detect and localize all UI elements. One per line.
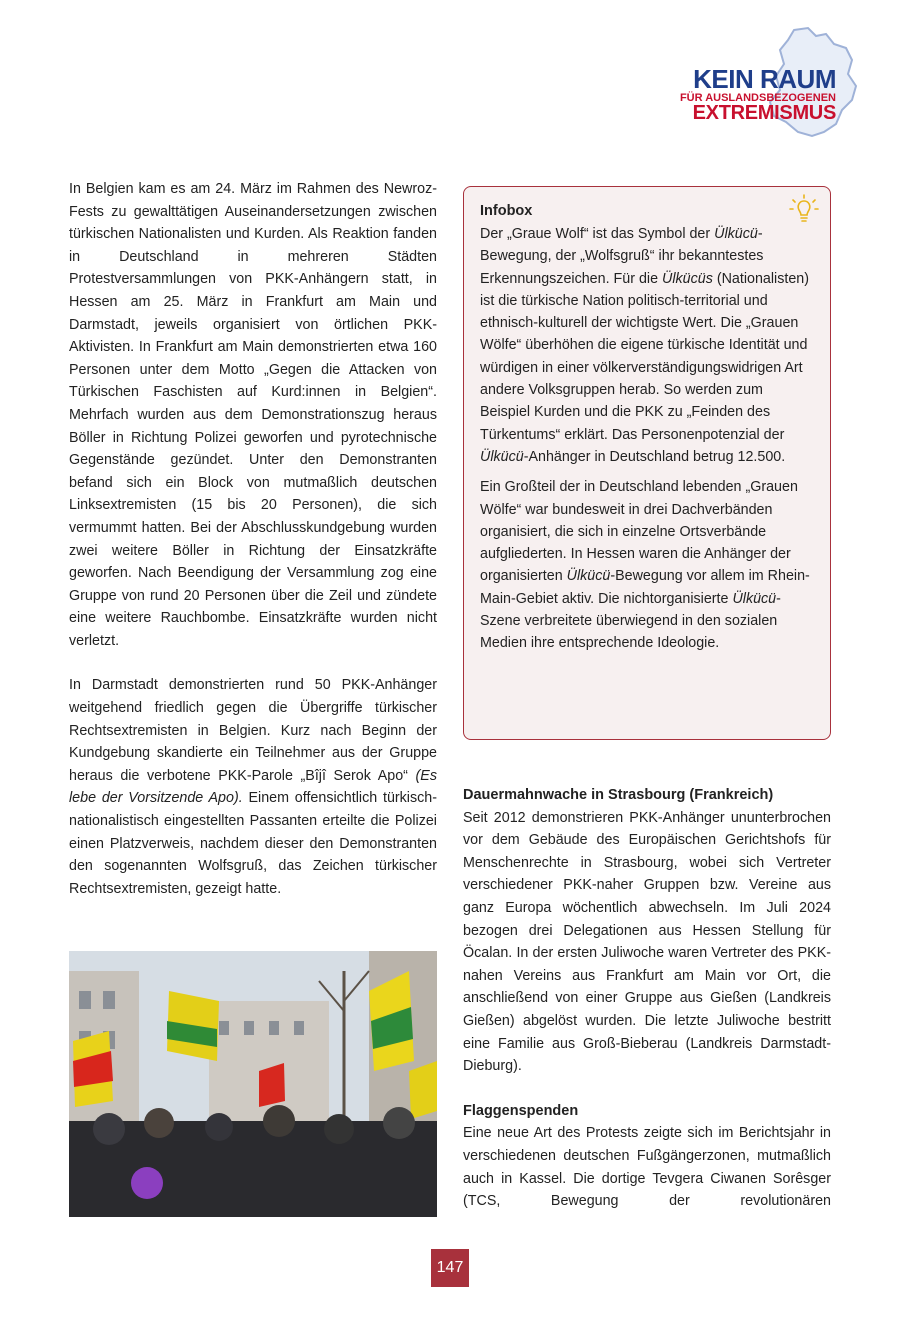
infobox-p1-i1: Ülkücü [714, 226, 758, 242]
logo-line-1: KEIN RAUM [693, 64, 836, 94]
infobox-p1-d: -Anhänger in Deutschland betrug 12.500. [523, 448, 786, 465]
flag-demonstration-illustration [69, 951, 437, 1217]
logo [676, 26, 866, 140]
infobox-title: Infobox [480, 203, 533, 219]
paragraph-belgium: In Belgien kam es am 24. März im Rahmen des Newroz-Fests zu gewalttätigen Auseinandersetzungen zwischen türkischen Nationalisten und Kurden. Als Reaktion fanden in Deutschland in mehreren Städten Protestversammlungen von PKK-Anhängern statt, in Hessen am 25. März in Frankfurt am Main und Darmstadt, jeweils organisiert von örtlichen PKK-Aktivisten. In Frankfurt am Main demonstrierten etwa 160 Personen unter dem Motto „Gegen die Attacken von Türkischen Faschisten auf Kurd:innen in Belgien“. Mehrfach wurden aus dem Demonstrationszug heraus Böller in Richtung Polizei geworfen und pyrotechnische Gegenstände gezündet. Unter den Demonstranten befand sich ein Block von mutmaßlich deutschen Linksextremisten (15 bis 20 Personen), die sich vermummt hatten. Bei der Abschlusskundgebung wurden zwei weitere Böller in Richtung der Einsatzkräfte geworfen. Nach Beendigung der Versammlung zog eine Gruppe von rund 20 Personen über die Zeil und zündete eine weitere Rauchbombe. Einsatzkräfte wurden nicht verletzt. [69, 181, 437, 649]
paragraph-flaggenspenden: Eine neue Art des Protests zeigte sich im Berichtsjahr in verschiedenen deutschen Fußgängerzonen, mutmaßlich auch in Kassel. Die dortige Tevgera Ciwanen Sorêsger (TCS, Bewegung der revolutionären [463, 1125, 831, 1210]
infobox-p2-a: Ein Großteil der in Deutschland lebenden „Grauen Wölfe“ war bundesweit in drei Dachverbänden organisiert, die sich in einzelne Ortsverbände aufgliederten. In Hessen waren die Anhänger der organisierten [480, 479, 798, 585]
paragraph-darmstadt [69, 674, 437, 900]
infobox-p1-a: Der „Graue Wolf“ ist das Symbol der [480, 226, 715, 242]
paragraph-strasbourg: Seit 2012 demonstrieren PKK-Anhänger ununterbrochen vor dem Gebäude des Europäischen Gerichtshofs für Menschenrechte in Strasbourg, wobei sich Vertreter verschiedener PKK-naher Gruppen bzw. Vereine aus ganz Europa wöchentlich abwechseln. Im Juli 2024 bezogen drei Delegationen aus Hessen Stellung für Öcalan. In der ersten Juliwoche waren Vertreter des PKK-nahen Vereins aus Frankfurt am Main vor Ort, die anschließend von einer Gruppe aus Gießen (Landkreis Gießen) abgelöst wurden. Die letzte Juliwoche bestritt eine Familie aus Groß-Bieberau (Landkreis Darmstadt-Dieburg). [463, 809, 831, 1075]
infobox-paragraph-2 [480, 476, 814, 654]
infobox-p1-b: -Bewegung, der „Wolfsgruß“ ihr bekanntestes Erkennungszeichen. Für die [480, 226, 764, 287]
infobox-p2-i2: Ülkücü [732, 590, 777, 607]
paragraph-darmstadt-italic: (Es lebe der Vorsitzende Apo). [69, 767, 437, 807]
paragraph-darmstadt-part2: Einem offensichtlich türkisch-nationalistisch eingestellten Passanten erteilte die Polizei einen Platzverweis, nachdem dieser den Demonstranten den sogenannten Wolfsgruß, das Zeichen türkischer Rechtsextremisten, gezeigt hatte. [69, 790, 437, 897]
infobox-paragraph-1 [480, 223, 814, 468]
right-column [463, 784, 831, 1235]
left-column [69, 178, 437, 922]
paragraph-darmstadt-part1: In Darmstadt demonstrierten rund 50 PKK-Anhänger weitgehend friedlich gegen die Übergriffe türkischer Rechtsextremisten in Belgien. Kurz nach Beginn der Kundgebung skandierte ein Teilnehmer aus der Gruppe heraus die verbotene PKK-Parole „Bîjî Serok Apo“ [69, 677, 437, 784]
infobox [463, 186, 831, 740]
infobox-p1-c: (Nationalisten) ist die türkische Nation politisch-territorial und ethnisch-kulturell der wichtigste Wert. Die „Grauen Wölfe“ überhöhen die eigene türkische Identität und würdigen in einer völkerverständigungswidrigen Art andere Volksgruppen herab. So werden zum Beispiel Kurden und die PKK zu „Feinden des Türkentums“ erklärt. Das Personenpotenzial der [480, 270, 810, 443]
logo-line-3: EXTREMISMUS [692, 102, 836, 124]
heading-strasbourg: Dauermahnwache in Strasbourg (Frankreich) [463, 787, 774, 803]
lightbulb-icon [788, 193, 820, 225]
logo-line-2: FÜR AUSLANDSBEZOGENEN [679, 92, 836, 104]
infobox-p2-b: -Bewegung vor allem im Rhein-Main-Gebiet aktiv. Die nichtorganisierte [480, 568, 810, 607]
infobox-p1-i3: Ülkücü [480, 448, 524, 465]
heading-flaggenspenden: Flaggenspenden [463, 1102, 579, 1119]
infobox-p2-c: -Szene verbreitete überwiegend in den sozialen Medien ihre entsprechende Ideologie. [480, 590, 781, 652]
infobox-p2-i1: Ülkücü [566, 568, 611, 585]
page-number: 147 [431, 1249, 469, 1287]
infobox-p1-i2: Ülkücüs [662, 270, 713, 287]
demonstration-photo [69, 951, 437, 1217]
